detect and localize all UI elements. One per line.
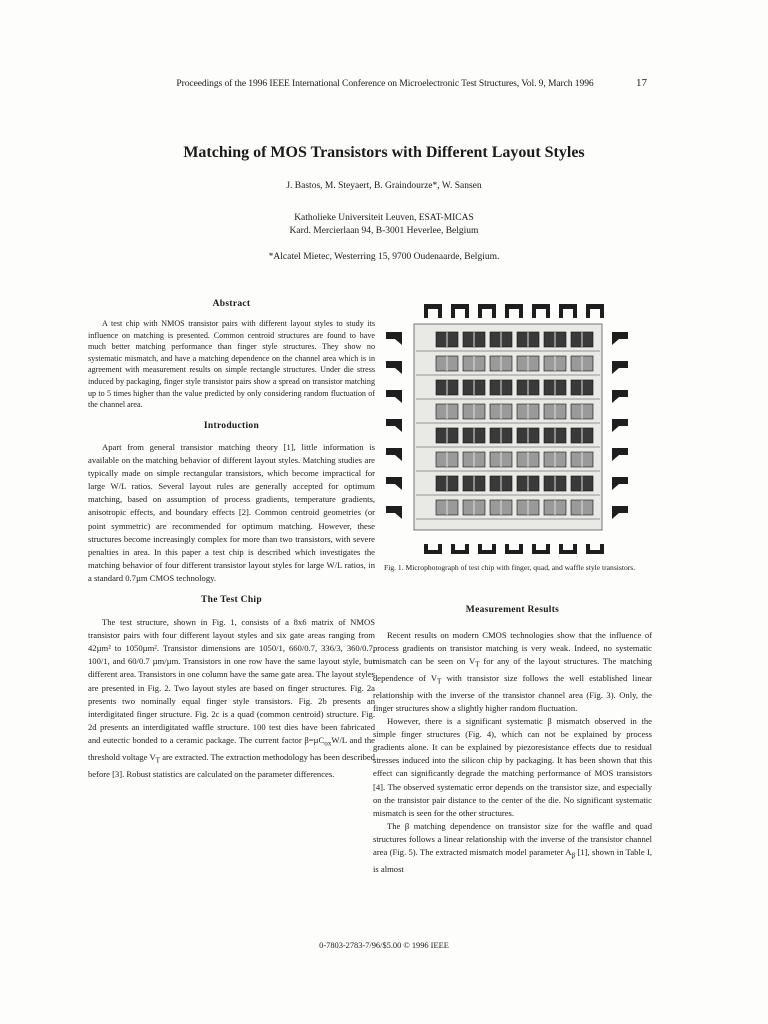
chip-image (384, 302, 630, 556)
text-run: The β matching dependence on transistor size for the waffle and quad structures follows a linear relationship with the inverse of the transistor channel area (Fig. 5). The extracted mismatch model parameter A (373, 820, 652, 858)
affiliation-block (0, 212, 768, 238)
results-paragraph: However, there is a significant systematic β mismatch observed in the simple finger structures (Fig. 4), which can not be explained by process gradients alone. It can be explained by piezoresistance effects due to residual stresses induced into the silicon chip by packaging. It has been shown that this effect can significantly degrade the matching performance of MOS transistors [4]. The observed systematic error depends on the transistor size, and especially on the transistor pair distance to the center of the die. No significant systematic mismatch is seen for the other structures. (373, 716, 652, 818)
chip-microphotograph (384, 302, 630, 556)
results-heading: Measurement Results (465, 605, 560, 615)
text-run: The test structure, shown in Fig. 1, consists of a 8x6 matrix of NMOS transistor pairs with four different layout styles and six gate areas ranging from 42µm² to 1050µm². Transistor dimensions are 1050/1, 660/0.7, 336/3, 360/0.7, 100/1, and 60/0.7 µm/µm. Transistors in one row have the same layout style, but different area. Transistors in one column have the same gate area. The layout styles are presented in Fig. 2. Two layout styles are based on finger structures. Fig. 2a presents two nominally equal finger style transistors. Fig. 2b presents an interdigitated finger structure. Fig. 2c is a quad (common centroid) structure. Fig. 2d presents an interdigitated waffle structure. 100 test dies have been fabricated and eutectic bonded to a ceramic package. The current factor β=µC (88, 617, 375, 745)
copyright-footer: 0-7803-2783-7/96/$5.00 © 1996 IEEE (319, 941, 449, 950)
results-paragraph (373, 629, 652, 715)
figure-caption: Fig. 1. Microphotograph of test chip with finger, quad, and waffle style transistors. (384, 563, 636, 572)
abstract-heading: Abstract (212, 299, 251, 309)
text-run: [1], shown in Table I, is almost (373, 847, 652, 874)
subscript: β (571, 851, 576, 860)
running-head: Proceedings of the 1996 IEEE International Conference on Microelectronic Test Structures, Vol. 9, March 1996 (176, 78, 594, 89)
die-area (414, 324, 602, 530)
affiliation-line: Katholieke Universiteit Leuven, ESAT-MICAS (294, 213, 474, 223)
page-number: 17 (636, 77, 647, 89)
text-run: are extracted. The extraction methodology has been described before [3]. Robust statistics are calculated on the parameter differences. (88, 751, 375, 779)
subscript: T (437, 677, 442, 686)
paper-title: Matching of MOS Transistors with Different Layout Styles (183, 144, 585, 161)
test-chip-heading: The Test Chip (201, 594, 262, 605)
subscript: T (155, 756, 161, 765)
introduction-text: Apart from general transistor matching theory [1], little information is available on the matching behavior of different layout styles. Matching studies are typically made on simple rectangular transistors, which become impractical for large W/L ratios. Several layout rules are generally accepted for optimum matching, based on assumption of process gradients, temperature gradients, anisotropic effects, and boundary effects [2]. Common centroid geometries (or point symmetric) are recommended for optimum matching. However, these structures become increasingly complex for more than two transistors, with severe penalties in area. In this paper a test chip is described which investigates the matching behavior of four different transistor layout styles for large W/L ratios, in a standard 0.7µm CMOS technology. (88, 441, 375, 583)
subscript: ox (324, 739, 332, 748)
abstract-text: A test chip with NMOS transistor pairs with different layout styles to study its influence on matching is presented. Common centroid structures are found to have much better matching performance than finger style structures. They show no systematic mismatch, and have a matching dependence on the channel area which is in agreement with measurement results on simple rectangle structures. Under die stress induced by packaging, finger style transistor pairs show a spread on transistor matching up to 5 times higher than the value predicted by only considering random fluctuation of the channel area. (88, 319, 375, 410)
subscript: T (475, 661, 480, 669)
affiliation-line: *Alcatel Mietec, Westerring 15, 9700 Oudenaarde, Belgium. (268, 252, 500, 262)
text-run: for any of the layout structures. The matching dependence of V (373, 656, 653, 684)
transistor-grid (414, 324, 602, 530)
affiliation-line: Kard. Mercierlaan 94, B-3001 Heverlee, Belgium (289, 226, 479, 236)
text-run: Recent results on modern CMOS technologies show that the influence of process gradients on transistor matching is very weak. Indeed, no systematic mismatch can be seen on V (373, 630, 652, 667)
author-list: J. Bastos, M. Steyaert, B. Graindourze*, W. Sansen (286, 181, 482, 191)
introduction-heading: Introduction (203, 420, 260, 431)
text-run: W/L and the threshold voltage V (88, 734, 375, 762)
text-run: with transistor size follows the well established linear relationship with the inverse of the transistor channel area (Fig. 3). Only, the finger structures show a slightly higher random fluctuation. (373, 673, 652, 713)
left-column (88, 298, 375, 781)
test-chip-text (88, 616, 375, 781)
right-column (373, 604, 652, 876)
results-paragraph (373, 820, 652, 876)
